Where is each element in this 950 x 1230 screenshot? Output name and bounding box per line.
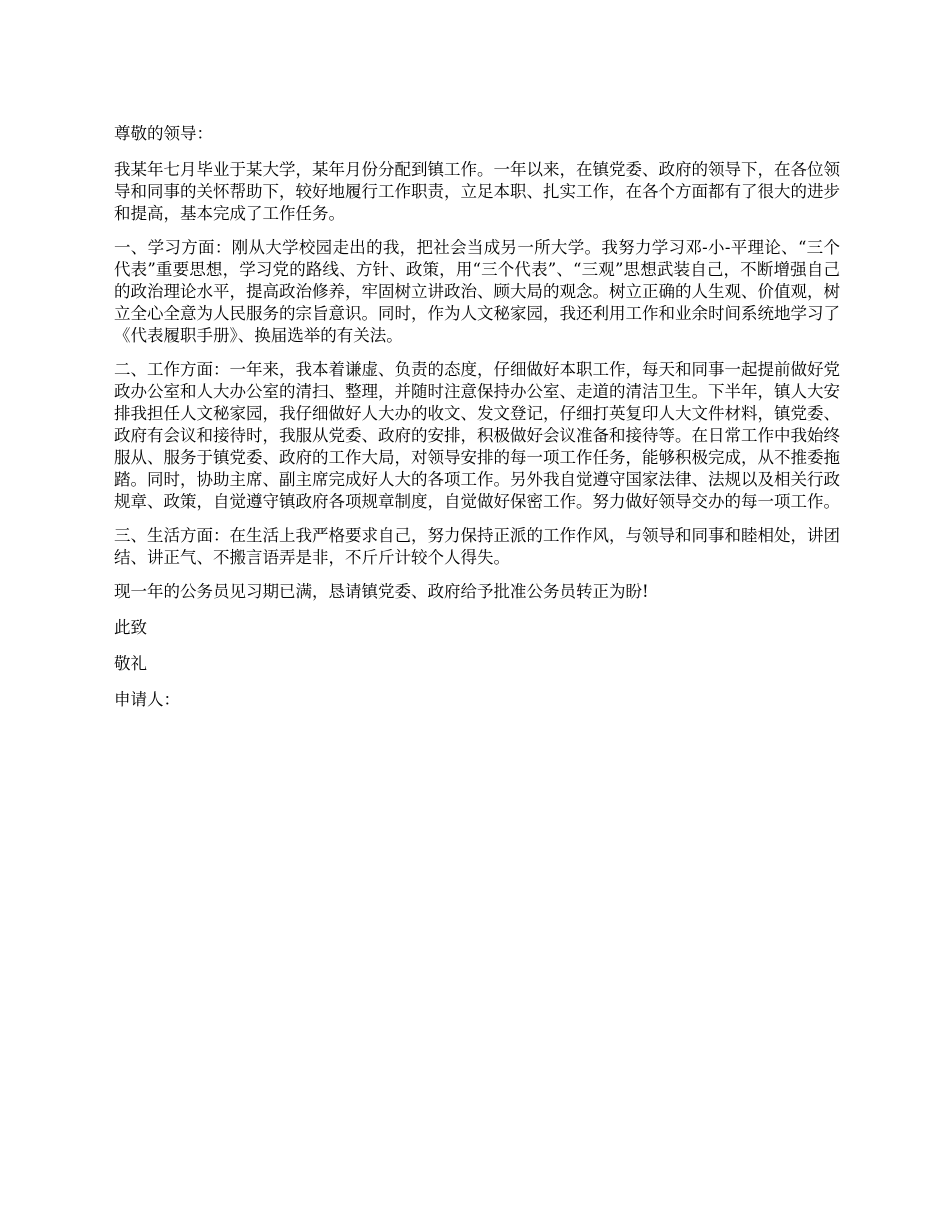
request-paragraph: 现一年的公务员见习期已满，恳请镇党委、政府给予批准公务员转正为盼!: [114, 582, 649, 601]
signature-line: 申请人：: [114, 690, 180, 709]
life-paragraph: 三、生活方面：在生活上我严格要求自己，努力保持正派的工作作风，与领导和同事和睦相处，讲团结、讲正气、不搬言语弄是非，不斤斤计较个人得失。: [114, 526, 840, 567]
study-paragraph: 一、学习方面：刚从大学校园走出的我，把社会当成另一所大学。我努力学习邓-小-平理论、“三个代表”重要思想，学习党的路线、方针、政策，用“三个代表”、“三观”思想武装自己，不断增强自己的政治理论水平，提高政治修养，牢固树立讲政治、顾大局的观念。树立正确的人生观、价值观，树立全心全意为人民服务的宗旨意识。同时，作为人文秘家园，我还利用工作和业余时间系统地学习了《代表履职手册》、换届选举的有关法。: [114, 238, 840, 345]
work-paragraph: 二、工作方面：一年来，我本着谦虚、负责的态度，仔细做好本职工作，每天和同事一起提前做好党政办公室和人大办公室的清扫、整理，并随时注意保持办公室、走道的清洁卫生。下半年，镇人大安排我担任人文秘家园，我仔细做好人大办的收文、发文登记，仔细打英复印人大文件材料，镇党委、政府有会议和接待时，我服从党委、政府的安排，积极做好会议准备和接待等。在日常工作中我始终服从、服务于镇党委、政府的工作大局，对领导安排的每一项工作任务，能够积极完成，从不推委拖踏。同时，协助主席、副主席完成好人大的各项工作。另外我自觉遵守国家法律、法规以及相关行政规章、政策，自觉遵守镇政府各项规章制度，自觉做好保密工作。努力做好领导交办的每一项工作。: [114, 360, 840, 511]
closing-line-2: 敬礼: [114, 654, 147, 673]
salutation: 尊敬的领导：: [114, 124, 213, 143]
intro-paragraph: 我某年七月毕业于某大学，某年月份分配到镇工作。一年以来，在镇党委、政府的领导下，在各位领导和同事的关怀帮助下，较好地履行工作职责，立足本职、扎实工作，在各个方面都有了很大的进步和提高，基本完成了工作任务。: [114, 160, 840, 223]
closing-line-1: 此致: [114, 618, 147, 637]
letter-body: [114, 123, 840, 725]
